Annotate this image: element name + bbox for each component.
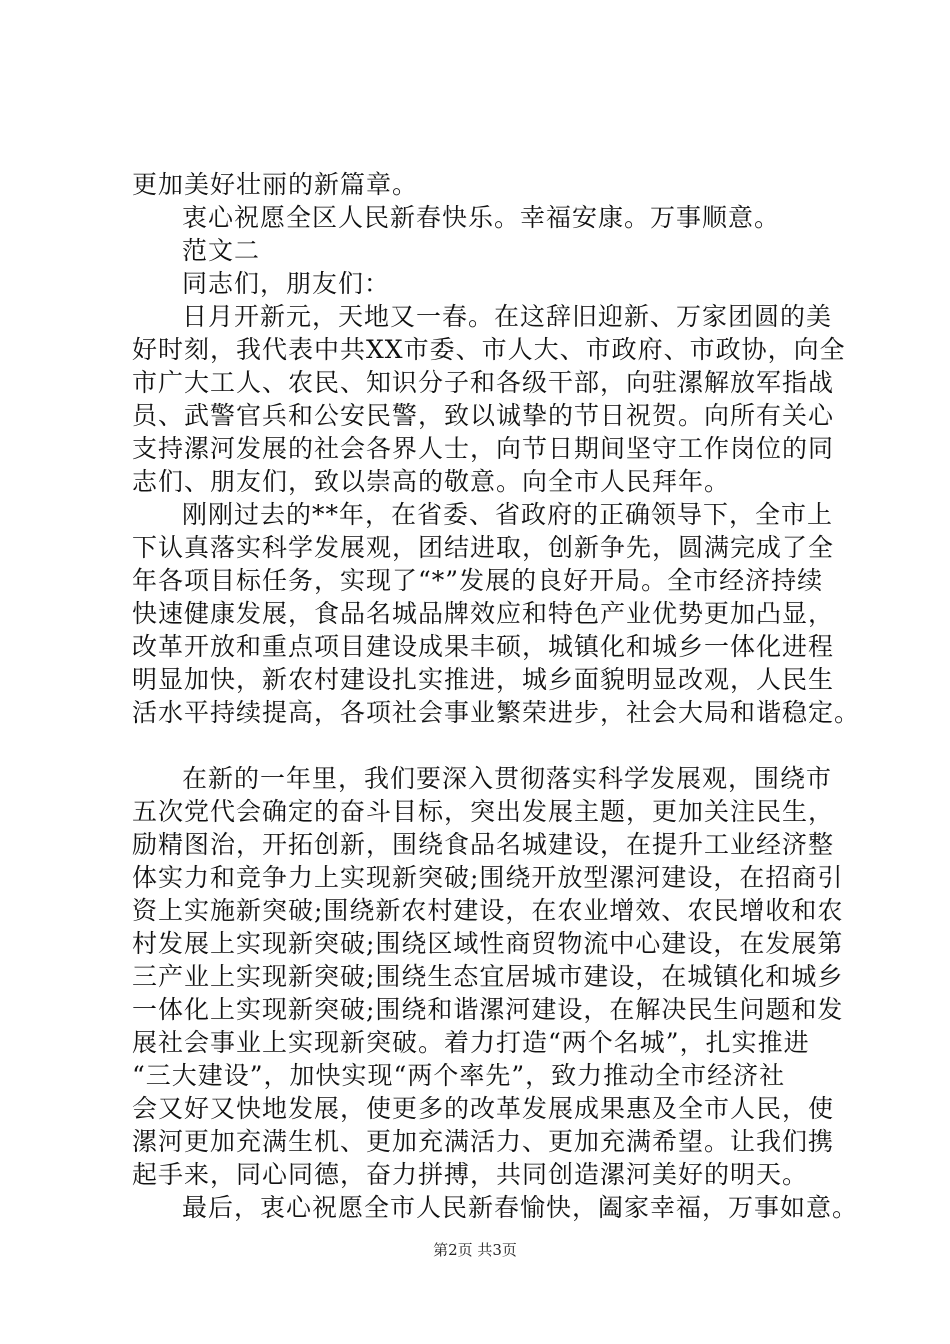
text-line: 快速健康发展，食品名城品牌效应和特色产业优势更加凸显， bbox=[132, 599, 835, 628]
text-line: 明显加快，新农村建设扎实推进，城乡面貌明显改观，人民生 bbox=[132, 665, 835, 694]
text-line: 员、武警官兵和公安民警，致以诚挚的节日祝贺。向所有关心 bbox=[132, 401, 835, 430]
text-line: 五次党代会确定的奋斗目标，突出发展主题，更加关注民生， bbox=[132, 797, 835, 826]
text-line: 年各项目标任务，实现了“*”发展的良好开局。全市经济持续 bbox=[132, 566, 824, 595]
text-line: 起手来，同心同德，奋力拼搏，共同创造漯河美好的明天。 bbox=[132, 1160, 809, 1189]
text-line: 支持漯河发展的社会各界人士，向节日期间坚守工作岗位的同 bbox=[132, 434, 835, 463]
text-line: 在新的一年里，我们要深入贯彻落实科学发展观，围绕市 bbox=[182, 764, 833, 793]
text-line: 更加美好壮丽的新篇章。 bbox=[132, 170, 419, 199]
salutation: 同志们，朋友们： bbox=[182, 269, 391, 298]
text-line: 衷心祝愿全区人民新春快乐。幸福安康。万事顺意。 bbox=[182, 203, 781, 232]
text-line: “三大建设”，加快实现“两个率先”，致力推动全市经济社 bbox=[132, 1061, 786, 1090]
text-line: 励精图治，开拓创新，围绕食品名城建设，在提升工业经济整 bbox=[132, 830, 835, 859]
text-line: 好时刻，我代表中共XX市委、市人大、市政府、市政协，向全 bbox=[132, 335, 846, 364]
text-line: 志们、朋友们，致以崇高的敬意。向全市人民拜年。 bbox=[132, 467, 731, 496]
text-line: 刚刚过去的**年，在省委、省政府的正确领导下，全市上 bbox=[182, 500, 834, 529]
section-heading: 范文二 bbox=[182, 236, 261, 265]
text-line: 改革开放和重点项目建设成果丰硕，城镇化和城乡一体化进程 bbox=[132, 632, 835, 661]
text-line: 活水平持续提高，各项社会事业繁荣进步，社会大局和谐稳定。 bbox=[132, 698, 861, 727]
text-line: 会又好又快地发展，使更多的改革发展成果惠及全市人民，使 bbox=[132, 1094, 835, 1123]
paragraph-gap bbox=[132, 729, 862, 762]
text-line: 村发展上实现新突破;围绕区域性商贸物流中心建设，在发展第 bbox=[132, 929, 844, 958]
text-line: 三产业上实现新突破;围绕生态宜居城市建设，在城镇化和城乡 bbox=[132, 962, 844, 991]
text-line: 一体化上实现新突破;围绕和谐漯河建设，在解决民生问题和发 bbox=[132, 995, 844, 1024]
document-body bbox=[132, 168, 862, 1224]
text-line: 漯河更加充满生机、更加充满活力、更加充满希望。让我们携 bbox=[132, 1127, 835, 1156]
text-line: 日月开新元，天地又一春。在这辞旧迎新、万家团圆的美 bbox=[182, 302, 833, 331]
text-line: 体实力和竞争力上实现新突破;围绕开放型漯河建设，在招商引 bbox=[132, 863, 844, 892]
closing-line: 最后，衷心祝愿全市人民新春愉快，阖家幸福，万事如意。 bbox=[182, 1193, 859, 1222]
text-line: 市广大工人、农民、知识分子和各级干部，向驻漯解放军指战 bbox=[132, 368, 835, 397]
text-line: 展社会事业上实现新突破。着力打造“两个名城”，扎实推进 bbox=[132, 1028, 810, 1057]
text-line: 下认真落实科学发展观，团结进取，创新争先，圆满完成了全 bbox=[132, 533, 835, 562]
page-number-footer: 第2页 共3页 bbox=[433, 1241, 517, 1259]
text-line: 资上实施新突破;围绕新农村建设，在农业增效、农民增收和农 bbox=[132, 896, 844, 925]
